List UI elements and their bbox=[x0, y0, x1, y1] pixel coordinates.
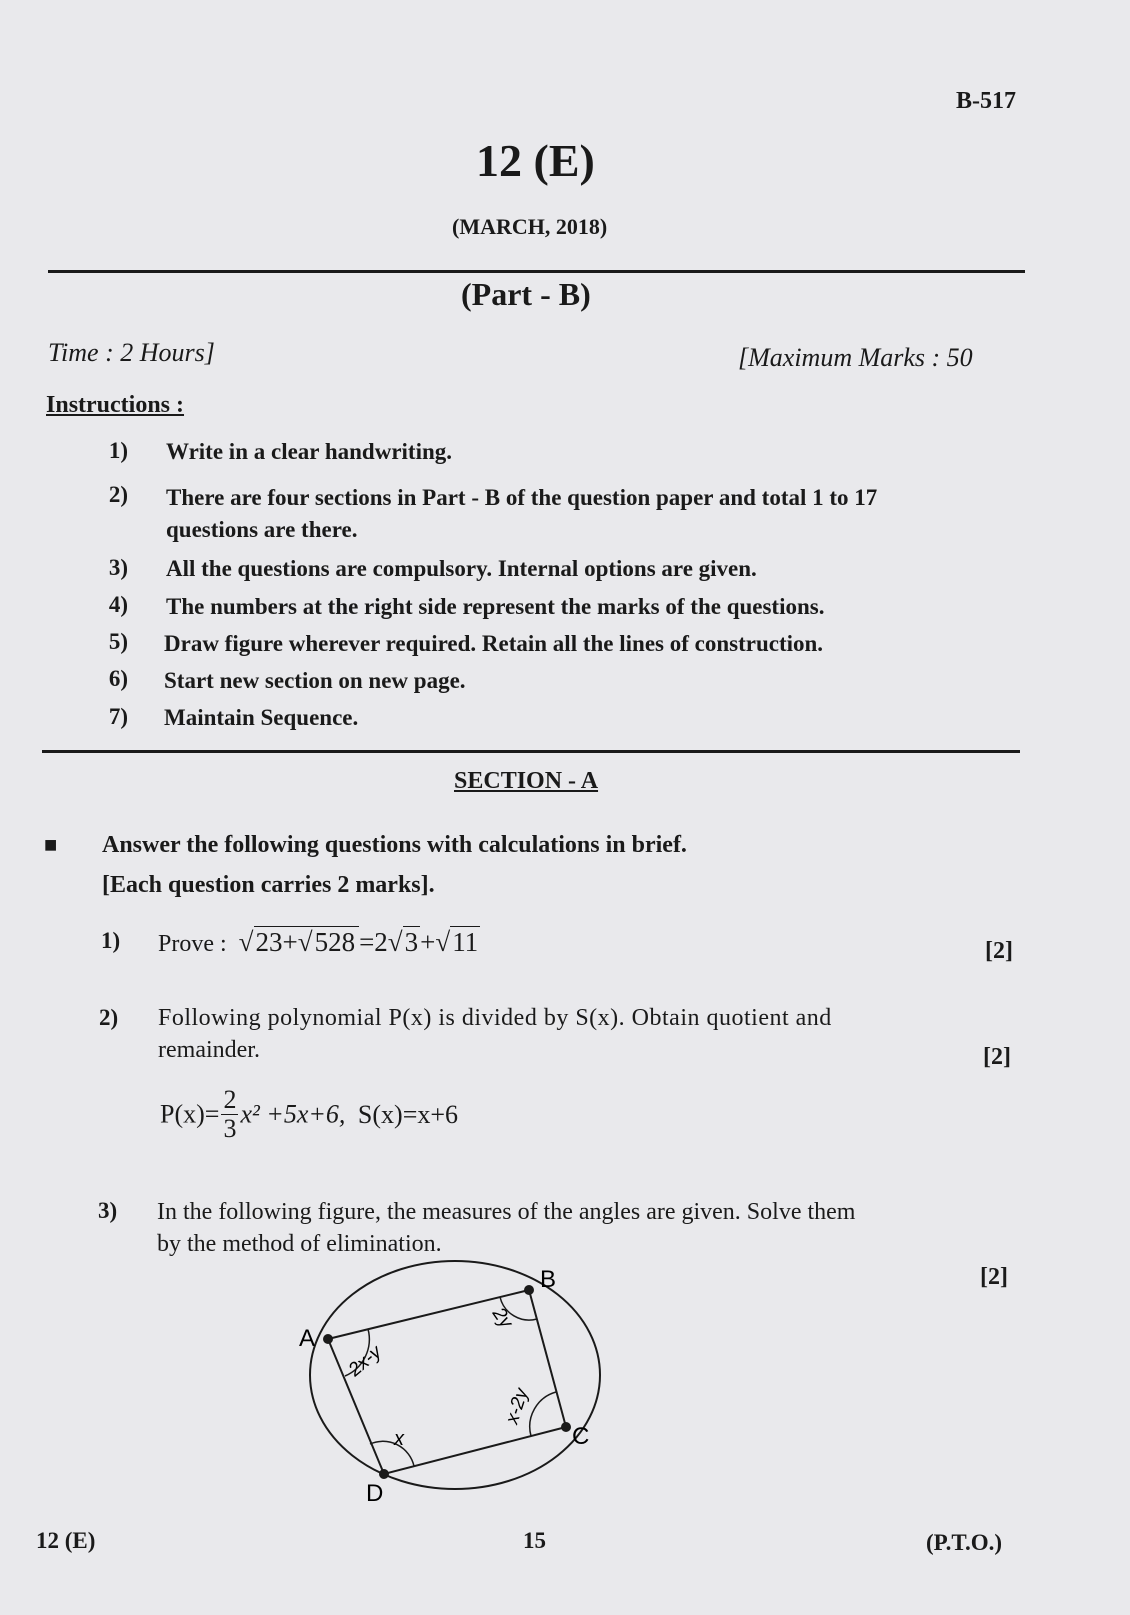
question-marks: [2] bbox=[980, 1264, 1008, 1290]
instruction-number: 7) bbox=[108, 704, 128, 729]
fraction-denominator: 3 bbox=[223, 1114, 237, 1143]
time-label: Time : 2 Hours] bbox=[48, 338, 215, 367]
instruction-number: 4) bbox=[108, 592, 128, 617]
footer-pto: (P.T.O.) bbox=[926, 1530, 1003, 1555]
instructions-heading: Instructions : bbox=[46, 392, 185, 418]
instruction-number: 2) bbox=[108, 482, 128, 507]
section-instruction: Answer the following questions with calculations in brief. bbox=[102, 832, 687, 858]
angle-label-d: x bbox=[394, 1428, 404, 1450]
instructions-divider bbox=[42, 750, 1020, 753]
formula-left: P(x)= bbox=[160, 1099, 220, 1129]
question-text: In the following figure, the measures of the angles are given. Solve them bbox=[157, 1199, 856, 1225]
section-instruction-marks: [Each question carries 2 marks]. bbox=[102, 872, 435, 898]
polynomial-formula bbox=[160, 1086, 458, 1143]
bullet-icon: ■ bbox=[44, 832, 58, 857]
vertex-label-d: D bbox=[366, 1480, 384, 1505]
paper-code: B-517 bbox=[956, 88, 1016, 114]
question-marks: [2] bbox=[983, 1044, 1011, 1070]
radicand: 528 bbox=[314, 927, 356, 957]
vertex-label-c: C bbox=[572, 1423, 590, 1450]
prove-label: Prove : bbox=[158, 931, 227, 957]
vertex-point-b bbox=[524, 1285, 534, 1295]
header-divider bbox=[48, 270, 1025, 273]
instruction-number: 3) bbox=[108, 555, 128, 580]
max-marks-label: [Maximum Marks : 50 bbox=[738, 343, 973, 372]
radicand: 11 bbox=[452, 927, 479, 957]
question-marks: [2] bbox=[985, 938, 1013, 964]
instruction-text: Start new section on new page. bbox=[164, 668, 466, 693]
cyclic-quadrilateral-figure bbox=[280, 1255, 610, 1505]
section-heading: SECTION - A bbox=[454, 768, 599, 794]
plus-sign: + bbox=[282, 927, 298, 957]
radicand: 23 bbox=[255, 927, 283, 957]
fraction bbox=[221, 1086, 238, 1143]
page-title: 12 (E) bbox=[476, 135, 595, 186]
equals-term: =2 bbox=[359, 927, 388, 957]
part-title: (Part - B) bbox=[461, 276, 591, 312]
question-number: 2) bbox=[99, 1005, 119, 1030]
instruction-text: There are four sections in Part - B of the question paper and total 1 to 17 bbox=[166, 485, 878, 510]
question-number: 1) bbox=[101, 928, 121, 953]
formula-middle: x² +5x+6, bbox=[240, 1099, 346, 1129]
instruction-text: Draw figure wherever required. Retain all the lines of construction. bbox=[164, 631, 824, 656]
fraction-numerator: 2 bbox=[223, 1085, 237, 1114]
radicand: 3 bbox=[404, 927, 419, 957]
equation: √23+√528 =2√3+√11 bbox=[238, 927, 479, 957]
question-text-continued: remainder. bbox=[158, 1037, 260, 1063]
question-text: Following polynomial P(x) is divided by S(x). Obtain quotient and bbox=[158, 1005, 832, 1031]
instruction-text: All the questions are compulsory. Internal options are given. bbox=[166, 556, 757, 581]
angle-arc-c bbox=[530, 1392, 556, 1436]
instruction-text-continued: questions are there. bbox=[166, 517, 358, 542]
instruction-number: 5) bbox=[108, 629, 128, 654]
instruction-text: Write in a clear handwriting. bbox=[166, 439, 453, 464]
question-1-statement bbox=[158, 926, 480, 960]
vertex-label-b: B bbox=[540, 1266, 557, 1293]
instruction-number: 6) bbox=[108, 666, 128, 691]
question-number: 3) bbox=[98, 1198, 118, 1223]
vertex-point-a bbox=[323, 1334, 333, 1344]
vertex-point-c bbox=[561, 1422, 571, 1432]
vertex-label-a: A bbox=[299, 1325, 316, 1352]
instruction-text: The numbers at the right side represent the marks of the questions. bbox=[166, 594, 825, 619]
exam-date: (MARCH, 2018) bbox=[452, 214, 608, 239]
quadrilateral bbox=[328, 1290, 566, 1474]
angle-label-c: x-2y bbox=[501, 1385, 533, 1427]
vertex-point-d bbox=[379, 1469, 389, 1479]
angle-label-a: 2x-y bbox=[344, 1341, 386, 1381]
angle-label-b: 2y bbox=[487, 1303, 517, 1333]
page-number: 15 bbox=[523, 1528, 546, 1553]
plus-sign: + bbox=[420, 927, 436, 957]
instruction-number: 1) bbox=[108, 438, 128, 463]
formula-right: S(x)=x+6 bbox=[357, 1099, 459, 1129]
instruction-text: Maintain Sequence. bbox=[164, 705, 359, 730]
question-text-continued: by the method of elimination. bbox=[157, 1231, 442, 1257]
footer-paper-title: 12 (E) bbox=[36, 1528, 96, 1553]
